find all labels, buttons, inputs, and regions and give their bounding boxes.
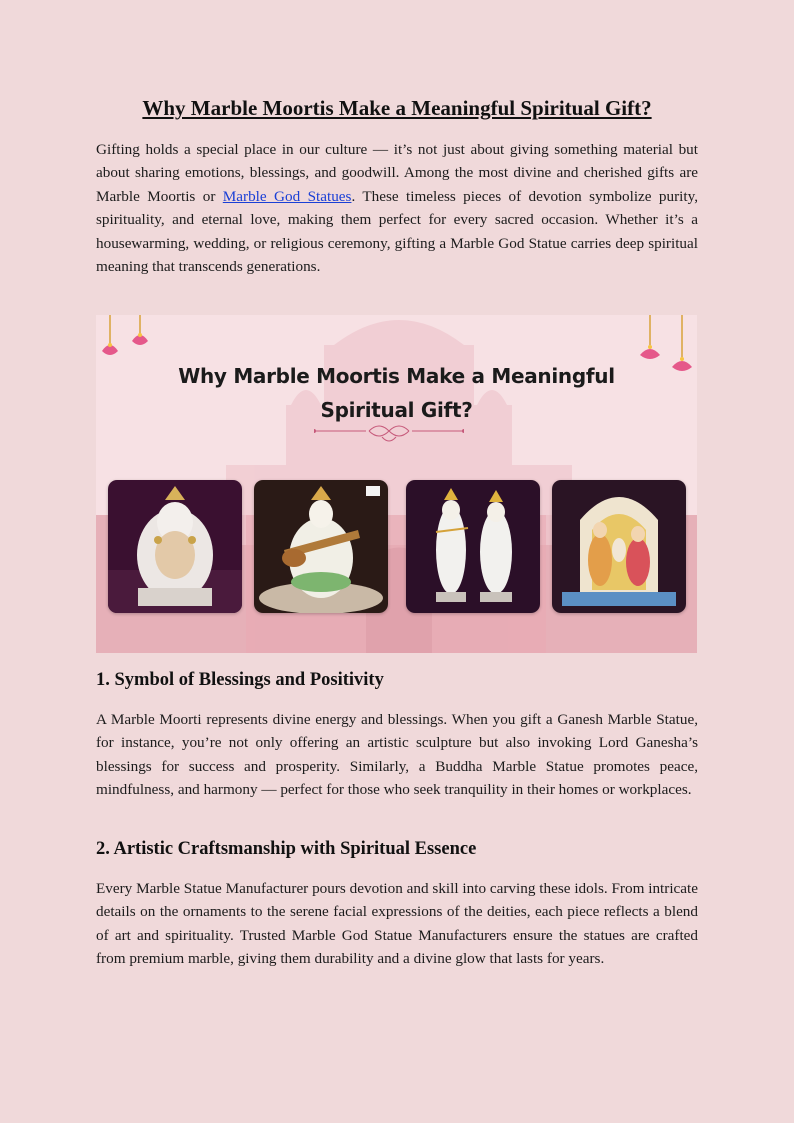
- banner-title-line-1: Why Marble Moortis Make a Meaningful: [178, 364, 615, 388]
- section-paragraph-blessings: A Marble Moorti represents divine energy and blessings. When you gift a Ganesh Marble Statue, for instance, you’re not only offering an artistic sculpture but also invoking Lord Ganesha’s blessings for success and prosperity. Similarly, a Buddha Marble Statue promotes peace, mindfulness, and harmony — perfect for those who seek tranquility in their homes or workplaces.: [96, 711, 698, 799]
- intro-text-end: . These timeless pieces of devotion symbolize purity, spirituality, and eternal love, making them perfect for every sacred occasion. Whether it’s a housewarming, wedding, or religious ceremony, gifting a Marble God Statue carries deep spiritual meaning that transcends generations.: [96, 187, 698, 276]
- marble-god-statues-link[interactable]: Marble God Statues: [222, 187, 352, 205]
- banner-title: [96, 359, 697, 427]
- section-heading-craftsmanship: 2. Artistic Craftsmanship with Spiritual Essence: [96, 839, 477, 859]
- intro-text-start: Gifting holds a special place in our culture — it’s not just about giving something material but about sharing emotions, blessings, and goodwill. Among the most divine and cherished gifts are Marble Moortis or: [96, 141, 698, 205]
- ganesh-statue-photo: [108, 480, 242, 613]
- radha-krishna-statue-photo: [406, 480, 540, 613]
- intro-paragraph: [96, 138, 698, 278]
- ornament-divider-icon: [314, 423, 464, 445]
- ram-darbar-statue-photo: [552, 480, 686, 613]
- saraswati-statue-photo: [254, 480, 388, 613]
- page-title: Why Marble Moortis Make a Meaningful Spiritual Gift?: [142, 96, 652, 120]
- banner-image: [96, 315, 697, 653]
- banner-title-line-2: Spiritual Gift?: [320, 398, 473, 422]
- section-heading-blessings: 1. Symbol of Blessings and Positivity: [96, 670, 384, 690]
- section-paragraph-craftsmanship: Every Marble Statue Manufacturer pours devotion and skill into carving these idols. From intricate details on the ornaments to the serene facial expressions of the deities, each piece reflects a blend of art and spirituality. Trusted Marble God Statue Manufacturers ensure the statues are crafted from premium marble, giving them durability and a divine glow that lasts for years.: [96, 880, 698, 968]
